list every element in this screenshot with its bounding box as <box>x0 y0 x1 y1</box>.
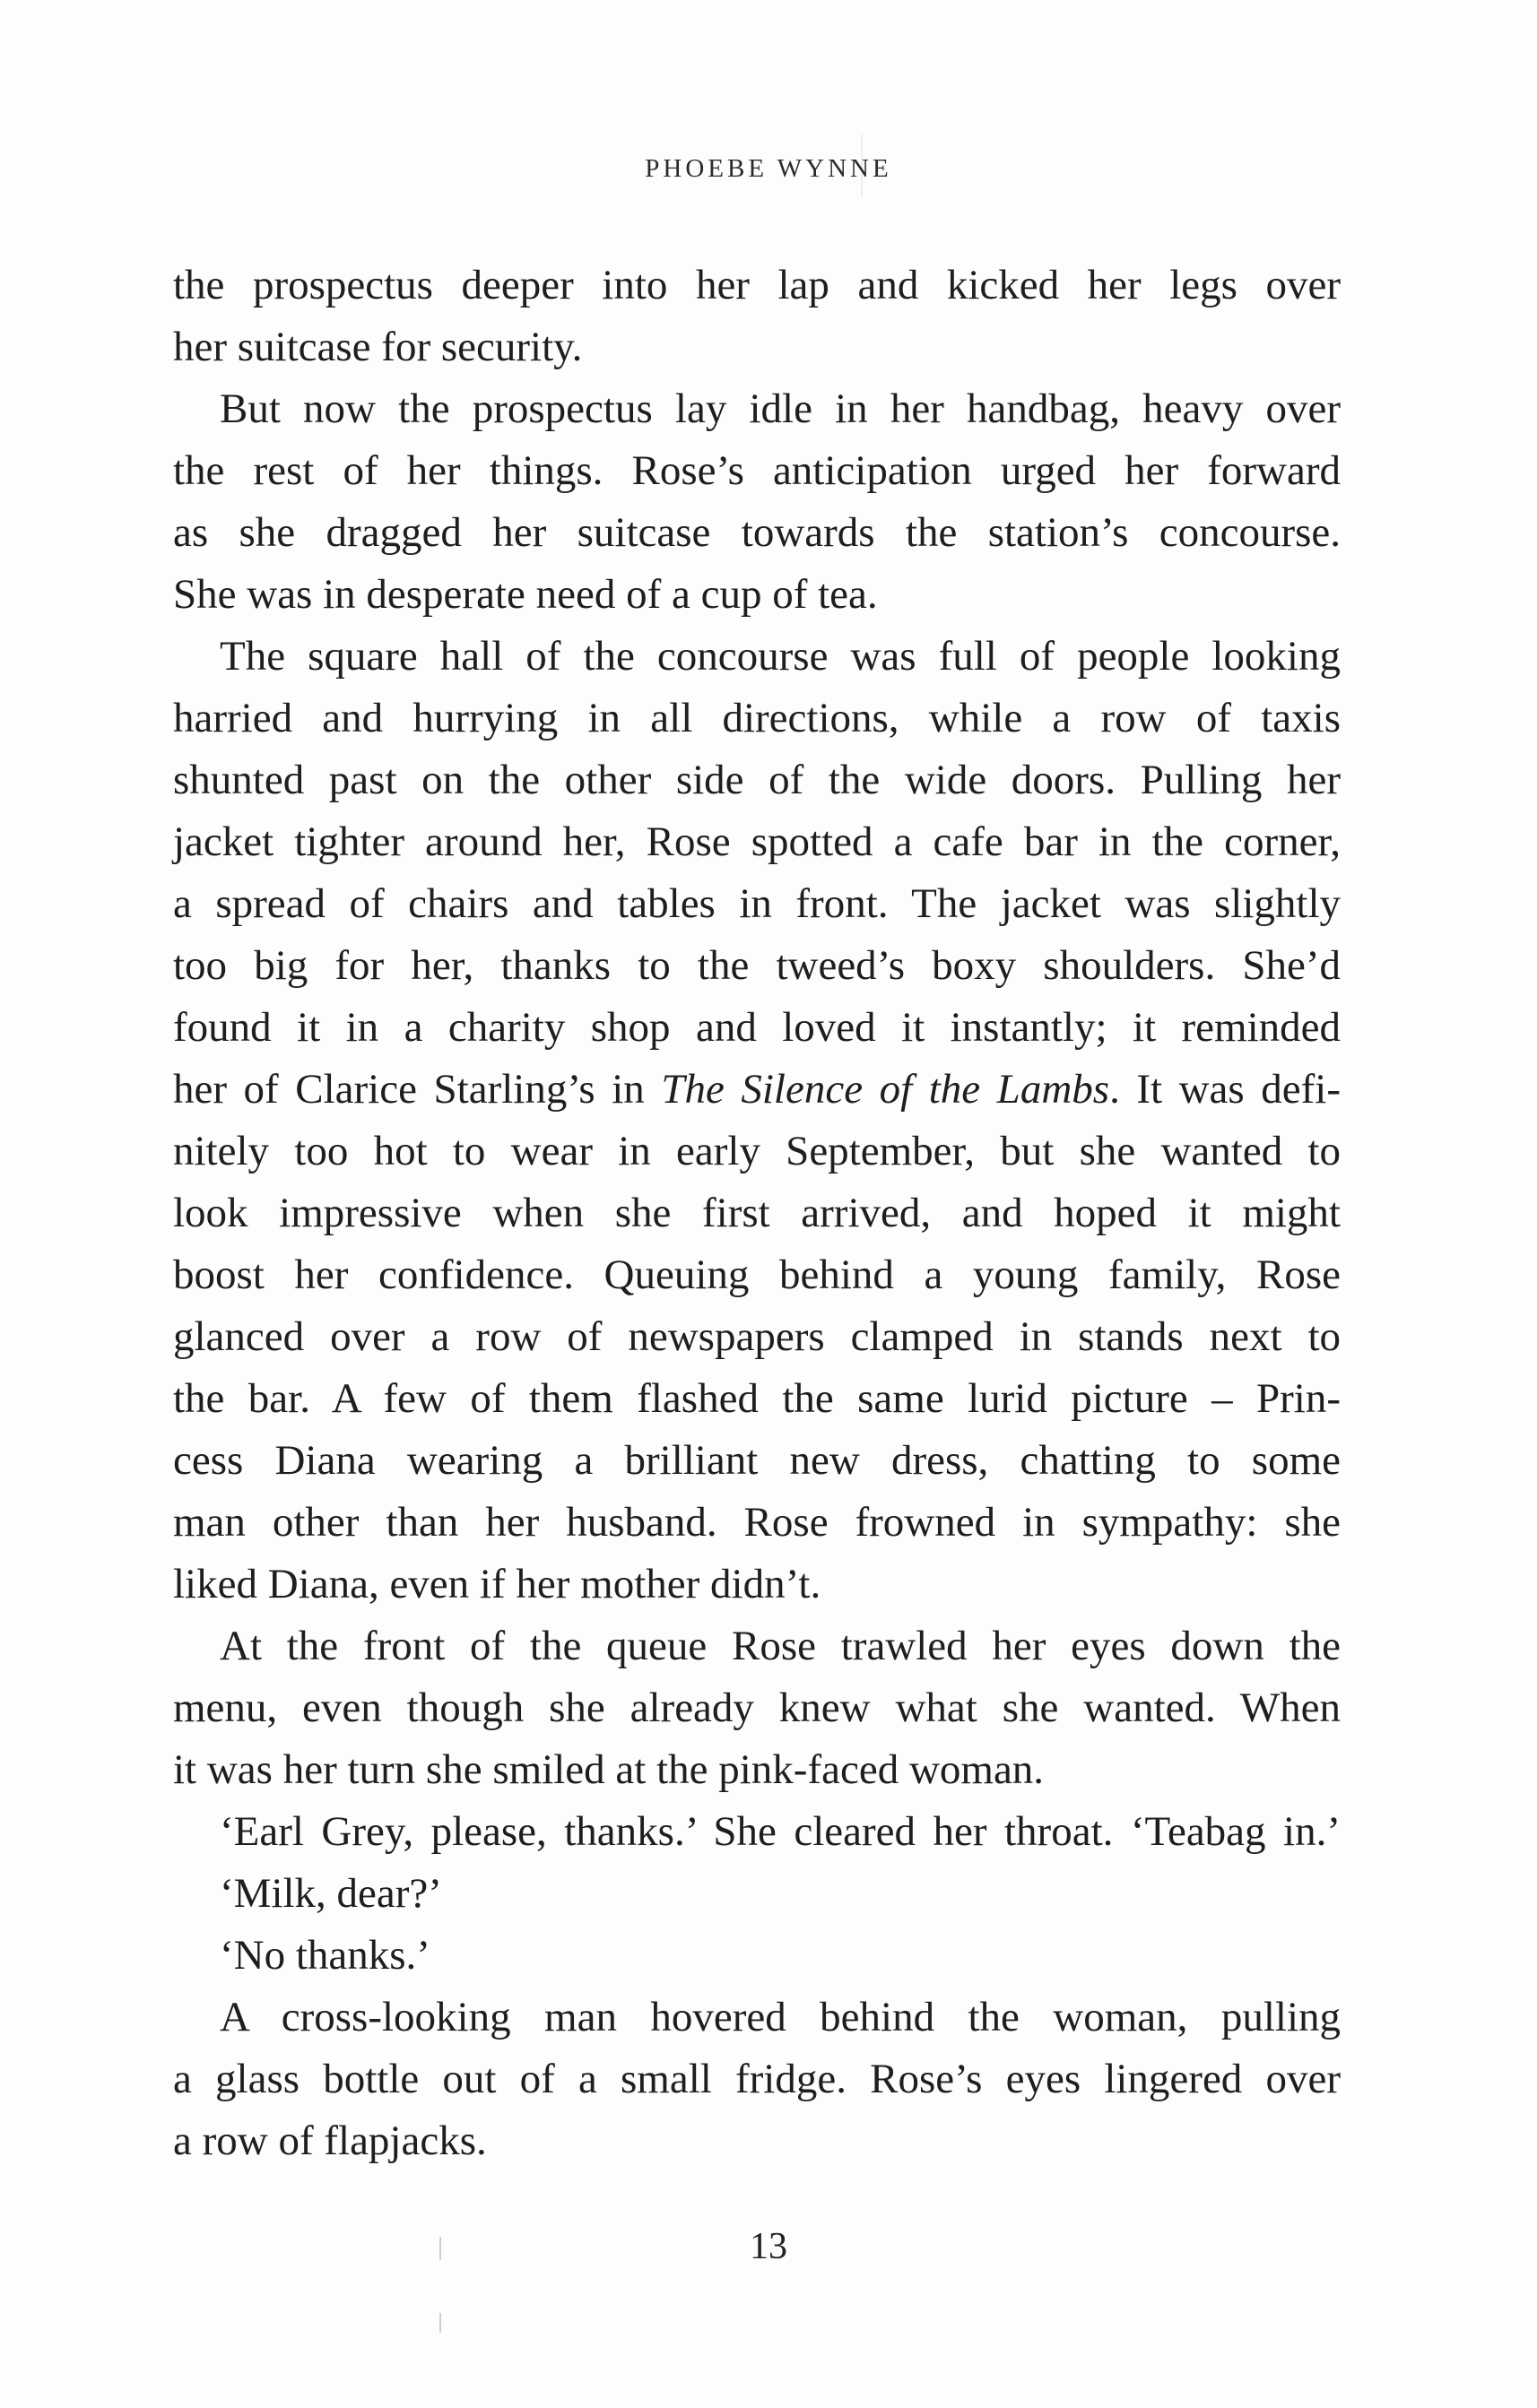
text-line: a glass bottle out of a small fridge. Rose’s eyes lingered over <box>173 2056 1341 2102</box>
text-line: glanced over a row of newspapers clamped in stands next to <box>173 1313 1341 1360</box>
text-line: ‘Earl Grey, please, thanks.’ She cleared her throat. ‘Teabag in.’ <box>220 1808 1341 1855</box>
text-line: the prospectus deeper into her lap and kicked her legs over <box>173 262 1341 308</box>
text-segment: her of Clarice Starling’s in <box>173 1066 662 1113</box>
text-segment: . It was defi- <box>1109 1066 1341 1113</box>
text-line: liked Diana, even if her mother didn’t. <box>173 1561 821 1607</box>
text-line: harried and hurrying in all directions, while a row of taxis <box>173 695 1341 741</box>
text-line: A cross-looking man hovered behind the woman, pulling <box>220 1994 1341 2040</box>
text-line: a row of flapjacks. <box>173 2118 487 2164</box>
text-line: found it in a charity shop and loved it instantly; it reminded <box>173 1004 1341 1051</box>
text-line: cess Diana wearing a brilliant new dress, chatting to some <box>173 1437 1341 1484</box>
text-line: a spread of chairs and tables in front. The jacket was slightly <box>173 880 1341 927</box>
text-line: ‘No thanks.’ <box>220 1932 430 1979</box>
running-head: PHOEBE WYNNE <box>645 154 892 183</box>
text-line: the rest of her things. Rose’s anticipation urged her forward <box>173 447 1341 494</box>
page-number: 13 <box>750 2226 787 2267</box>
text-line: her suitcase for security. <box>173 324 583 370</box>
text-line: At the front of the queue Rose trawled her eyes down the <box>220 1623 1341 1669</box>
text-line: nitely too hot to wear in early September, but she wanted to <box>173 1128 1341 1174</box>
text-line: menu, even though she already knew what she wanted. When <box>173 1685 1341 1731</box>
text-line: ‘Milk, dear?’ <box>220 1870 442 1917</box>
text-line: man other than her husband. Rose frowned in sympathy: she <box>173 1499 1341 1546</box>
text-line: But now the prospectus lay idle in her handbag, heavy over <box>220 385 1341 432</box>
text-line: jacket tighter around her, Rose spotted a cafe bar in the corner, <box>173 819 1341 865</box>
scan-mark <box>439 2313 441 2333</box>
text-line: the bar. A few of them flashed the same lurid picture – Prin- <box>173 1375 1341 1422</box>
book-title-italic: The Silence of the Lambs <box>661 1066 1110 1113</box>
text-line: The square hall of the concourse was full of people looking <box>220 633 1341 680</box>
text-line: She was in desperate need of a cup of tea. <box>173 571 878 618</box>
text-line: boost her confidence. Queuing behind a young family, Rose <box>173 1252 1341 1298</box>
text-line: it was her turn she smiled at the pink-faced woman. <box>173 1746 1045 1793</box>
text-line <box>173 1059 1341 1121</box>
text-line: as she dragged her suitcase towards the station’s concourse. <box>173 509 1341 556</box>
text-line: shunted past on the other side of the wide doors. Pulling her <box>173 757 1341 803</box>
body-text <box>173 255 1341 2172</box>
text-line: look impressive when she first arrived, and hoped it might <box>173 1190 1341 1236</box>
text-line: too big for her, thanks to the tweed’s boxy shoulders. She’d <box>173 942 1341 989</box>
